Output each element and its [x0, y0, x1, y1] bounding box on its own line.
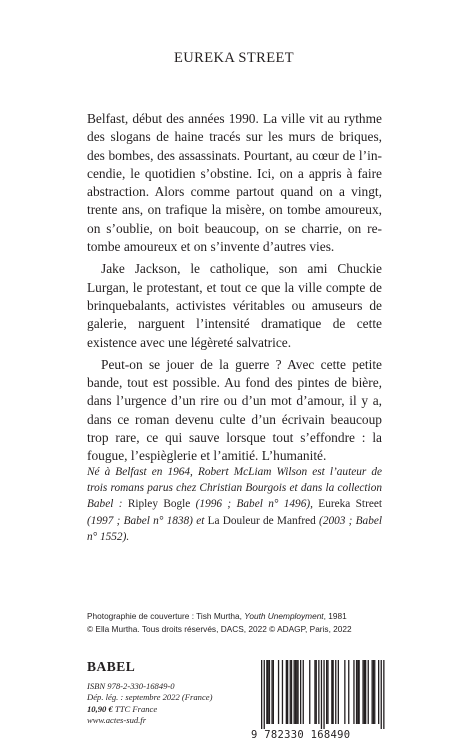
barcode-bar	[331, 660, 332, 724]
price-line	[87, 704, 212, 715]
bio-book-1: Ripley Bogle	[127, 498, 191, 511]
barcode-bar	[357, 660, 358, 724]
barcode-bar	[362, 660, 363, 724]
barcode-bar	[368, 660, 369, 724]
barcode-bar	[326, 660, 327, 724]
barcode-bar	[273, 660, 274, 724]
barcode-bar	[287, 660, 288, 724]
legal-deposit-text: Dép. lég. : septembre 2022 (France)	[87, 692, 213, 703]
barcode-bar	[314, 660, 315, 724]
barcode-bar	[364, 660, 365, 724]
publisher-logo: BABEL	[87, 659, 136, 674]
barcode-bar	[359, 660, 360, 724]
photo-credits	[87, 610, 387, 635]
bio-book-2-ref: (1997 ; Babel n° 1838) et	[87, 514, 208, 527]
barcode-bar	[348, 660, 349, 724]
bio-book-1-ref: (1996 ; Babel n° 1496),	[190, 498, 319, 511]
barcode-bar	[344, 660, 345, 724]
author-bio	[87, 464, 382, 545]
blurb-paragraph-3: Peut-on se jouer de la guerre ? Avec cette petite bande, tout est possible. Au fond des pintes de bière, dans l’urgence d’un rire ou d’un mot d’amour, il y a, dans ce roman devenu culte d’un écrivain beaucoup trop rare, ce qui sauve lorsque tout s’effondre : la fougue, l’espièglerie et l’amitié. L’humanité.	[87, 356, 382, 464]
blurb-paragraph-2: Jake Jackson, le catholique, son ami Chuckie Lurgan, le protestant, et tout ce que la ville compte de brinquebalants, activistes véritables ou amuseurs de galerie, narguent l’intensité dramatique de cette existence avec une légèreté salvatrice.	[87, 261, 382, 350]
isbn-barcode	[251, 660, 387, 740]
barcode-bar	[327, 660, 328, 724]
blurb-paragraph-1: Belfast, début des années 1990. La ville vit au rythme des slogans de haine tracés sur les murs de briques, des bombes, des assassinats. Pourtant, au cœur de l’incendie, le quotidien s’obstine. Ici, on a appris à faire abstraction. Alors comme partout quand on a vingt, trente ans, on trafique la misère, on tombe amoureux, on s’oublie, on boit beaucoup, on se charrie, on retombe amoureux et on s’invente d’autres vies.	[87, 111, 382, 255]
barcode-bar	[295, 660, 296, 724]
barcode-bar	[282, 660, 283, 724]
barcode-bars	[251, 660, 387, 730]
barcode-bar	[318, 660, 319, 724]
book-title: EUREKA STREET	[174, 50, 294, 66]
price-suffix: TTC France	[112, 703, 158, 714]
credit-photographer: Photographie de couverture : Tish Murtha,	[87, 611, 245, 621]
barcode-bar	[365, 660, 366, 724]
isbn-text: ISBN 978-2-330-16849-0	[87, 681, 175, 691]
credit-work-title: Youth Unemployment	[244, 611, 324, 621]
bio-book-3-ref: (2003 ; Babel n° 1552).	[87, 514, 382, 543]
barcode-bar	[269, 660, 270, 724]
bio-book-3: La Douleur de Manfred	[207, 514, 316, 527]
barcode-bar	[321, 660, 322, 729]
barcode-bar	[373, 660, 374, 724]
barcode-bar	[300, 660, 301, 724]
barcode-bar	[378, 660, 379, 724]
back-cover-blurb	[87, 110, 382, 466]
barcode-bar	[372, 660, 373, 724]
barcode-bar	[353, 660, 354, 724]
barcode-bar	[303, 660, 304, 724]
barcode-bar	[374, 660, 375, 724]
barcode-bar	[286, 660, 287, 724]
barcode-bar	[356, 660, 357, 724]
barcode-bar	[266, 660, 267, 724]
barcode-bar	[333, 660, 334, 724]
barcode-digits: 9 782330 168490	[251, 729, 351, 741]
barcode-bar	[264, 660, 265, 729]
credit-line-2: © Ella Murtha. Tous droits réservés, DACS, 2022 © ADAGP, Paris, 2022	[87, 623, 352, 634]
barcode-bar	[383, 660, 384, 729]
barcode-bar	[316, 660, 317, 724]
barcode-bar	[296, 660, 297, 724]
credit-line-1	[87, 610, 387, 623]
barcode-bar	[323, 660, 324, 729]
barcode-bar	[294, 660, 295, 724]
barcode-bar	[381, 660, 382, 729]
barcode-bar	[290, 660, 291, 724]
barcode-bar	[278, 660, 279, 724]
barcode-bar	[271, 660, 272, 724]
barcode-bar	[291, 660, 292, 724]
price-value: 10,90 €	[87, 703, 113, 714]
publisher-url: www.actes-sud.fr	[87, 714, 147, 725]
barcode-bar	[297, 660, 298, 724]
publication-info	[87, 681, 212, 726]
barcode-bar	[338, 660, 339, 724]
barcode-bar	[309, 660, 310, 724]
barcode-bar	[335, 660, 336, 724]
credit-year: , 1981	[323, 611, 347, 621]
bio-intro: Né à Belfast en 1964, Robert McLiam Wilson est l’auteur de trois romans parus chez Christian Bourgois et dans la collection Babel :	[87, 466, 382, 511]
barcode-bar	[268, 660, 269, 724]
barcode-bar	[261, 660, 262, 729]
bio-book-2: Eureka Street	[318, 498, 382, 511]
